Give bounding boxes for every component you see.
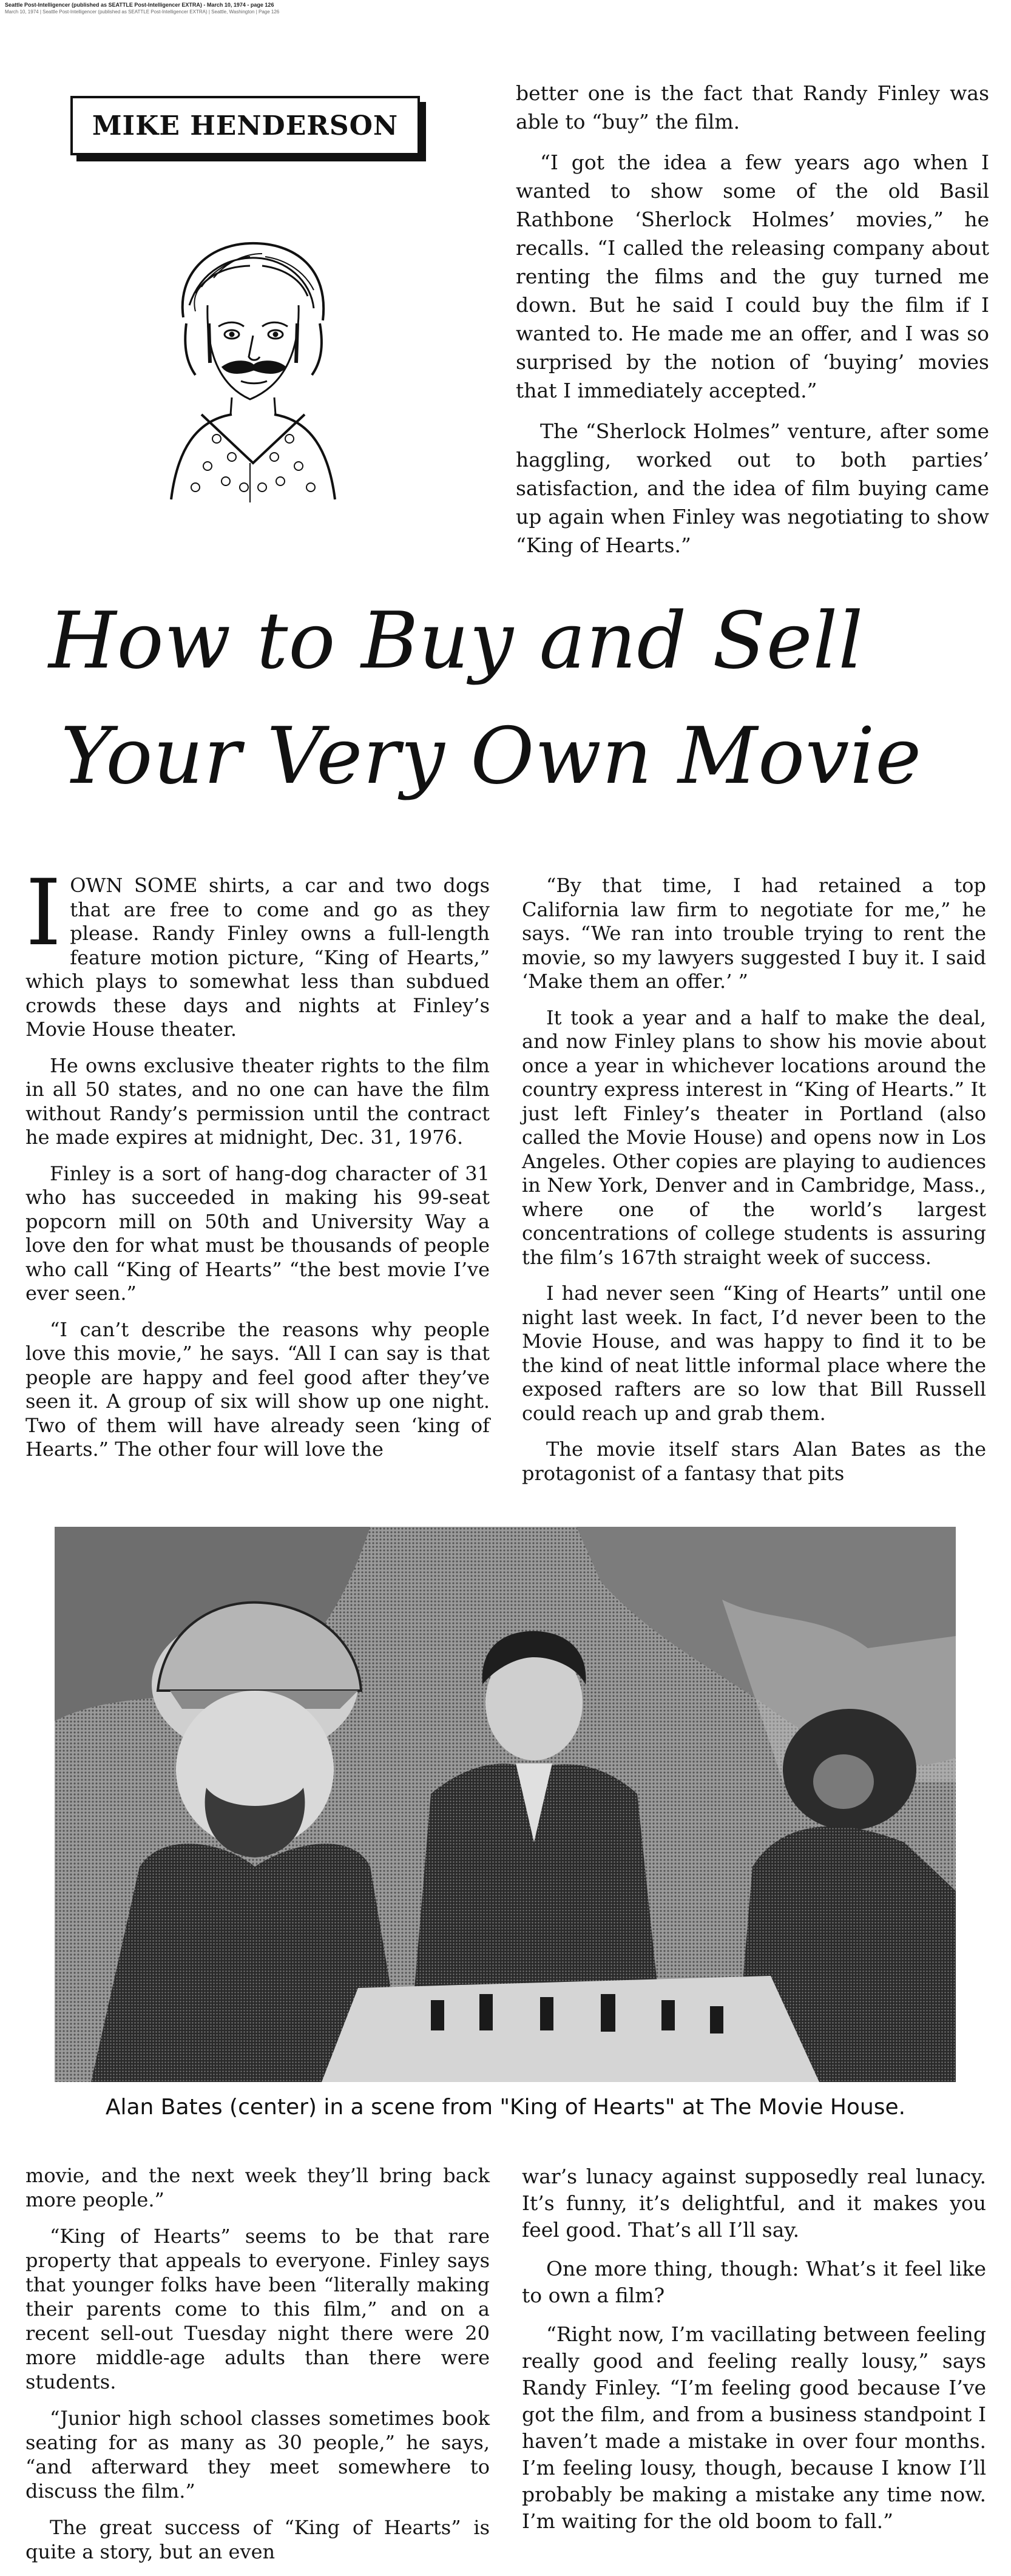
byline-author: MIKE HENDERSON: [92, 110, 399, 141]
columnist-portrait-icon: [159, 232, 346, 505]
photo-caption: Alan Bates (center) in a scene from "King of Hearts" at The Movie House.: [105, 2095, 906, 2120]
article-column-bottom-left: [25, 2163, 490, 2576]
film-still-icon: [55, 1527, 956, 2082]
paragraph: “I can’t describe the reasons why people love this movie,” he says. “All I can say is that people are happy and feel good after they’ve seen it. A group of six will show up one night. Two of them will have already seen ‘king of Hearts.” The other four will love the: [25, 1317, 490, 1461]
header-title: Seattle Post-Intelligencer (published as SEATTLE Post-Intelligencer EXTRA) - March 10, 1974 - page 126: [5, 2, 274, 8]
paragraph: The movie itself stars Alan Bates as the protagonist of a fantasy that pits: [522, 1438, 986, 1485]
article-column-mid-right: [522, 874, 986, 1498]
paragraph: “King of Hearts” seems to be that rare property that appeals to everyone. Finley says that younger folks have been “literally making their parents come to this film,” and on a recent sell-out Tuesday night there were 20 more middle-age adults than there were students.: [25, 2225, 490, 2393]
article-column-top-right: [516, 79, 989, 572]
film-still-photo: [55, 1527, 956, 2082]
article-column-mid-left: [25, 860, 490, 1474]
byline-box: [70, 96, 420, 155]
article-headline: [49, 584, 959, 845]
paragraph: “Junior high school classes sometimes book seating for as many as 30 people,” he says, “and afterward they meet somewhere to discuss the film.”: [25, 2407, 490, 2503]
headline-line-1: How to Buy and Sell: [49, 596, 864, 686]
drop-cap: I: [25, 860, 62, 966]
paragraph: Finley is a sort of hang-dog character of 31 who has succeeded in making his 99-seat popcorn mill on 50th and University Way a love den for what must be thousands of people who call “King of Hearts” “the best movie I’ve ever seen.”: [25, 1161, 490, 1305]
paragraph: “By that time, I had retained a top California law firm to negotiate for me,” he says. “We ran into trouble trying to rent the movie, so my lawyers suggested I buy it. I said ‘Make them an offer.’ ”: [522, 874, 986, 993]
lead-paragraph: [25, 860, 490, 1042]
paragraph: war’s lunacy against supposedly real lunacy. It’s funny, it’s delightful, and it makes you feel good. That’s all I’ll say.: [522, 2165, 986, 2242]
page-header: [5, 1, 733, 15]
article-column-bottom-right: [522, 2163, 986, 2547]
paragraph: movie, and the next week they’ll bring back more people.”: [25, 2164, 490, 2211]
paragraph: It took a year and a half to make the deal, and now Finley plans to show his movie about once a year in whichever locations around the country express interest in “King of Hearts.” It just left Finley’s theater in Portland (also called the Movie House) and opens now in Los Angeles. Other copies are playing to audiences in New York, Denver and in Cambridge, Mass., where one of the world’s largest concentrations of college students is assuring the film’s 167th straight week of success.: [522, 1006, 987, 1269]
paragraph: The “Sherlock Holmes” venture, after some haggling, worked out to both parties’ satisfaction, and the idea of film buying came up again when Finley was negotiating to show “King of Hearts.”: [516, 419, 989, 557]
header-subtitle: March 10, 1974 | Seattle Post-Intelligencer (published as SEATTLE Post-Intelligencer EXTRA) | Seattle, Washington | Page 126: [5, 9, 280, 15]
headline-line-2: Your Very Own Movie: [61, 711, 922, 802]
paragraph: better one is the fact that Randy Finley was able to “buy” the film.: [516, 81, 989, 134]
paragraph: “I got the idea a few years ago when I wanted to show some of the old Basil Rathbone ‘Sherlock Holmes’ movies,” he recalls. “I called the releasing company about renting the films and the guy turned me down. But he said I could buy the film if I wanted to. He made me an offer, and I was so surprised by the notion of ‘buying’ movies that I immediately accepted.”: [516, 150, 989, 402]
paragraph: “Right now, I’m vacillating between feeling really good and feeling really lousy,” says Randy Finley. “I’m feeling good because I’ve got the film, and from a business standpoint I haven’t made a mistake in over four months. I’m feeling lousy, though, because I know I’ll probably be making a mistake any time now. I’m waiting for the old boom to fall.”: [522, 2322, 986, 2533]
lead-text: OWN SOME shirts, a car and two dogs that are free to come and go as they please. Randy Finley owns a full-length feature motion picture, “King of Hearts,” which plays to somewhat less than subdued crowds these days and nights at Finley’s Movie House theater.: [25, 874, 490, 1041]
paragraph: I had never seen “King of Hearts” until one night last week. In fact, I’d never been to the Movie House, and was happy to find it to be the kind of neat little informal place where the exposed rafters are so low that Bill Russell could reach up and grab them.: [522, 1282, 986, 1425]
paragraph: The great success of “King of Hearts” is quite a story, but an even: [25, 2516, 490, 2563]
paragraph: One more thing, though: What’s it feel like to own a film?: [522, 2257, 986, 2307]
paragraph: He owns exclusive theater rights to the film in all 50 states, and no one can have the film without Randy’s permission until the contract he made expires at midnight, Dec. 31, 1976.: [25, 1053, 490, 1149]
